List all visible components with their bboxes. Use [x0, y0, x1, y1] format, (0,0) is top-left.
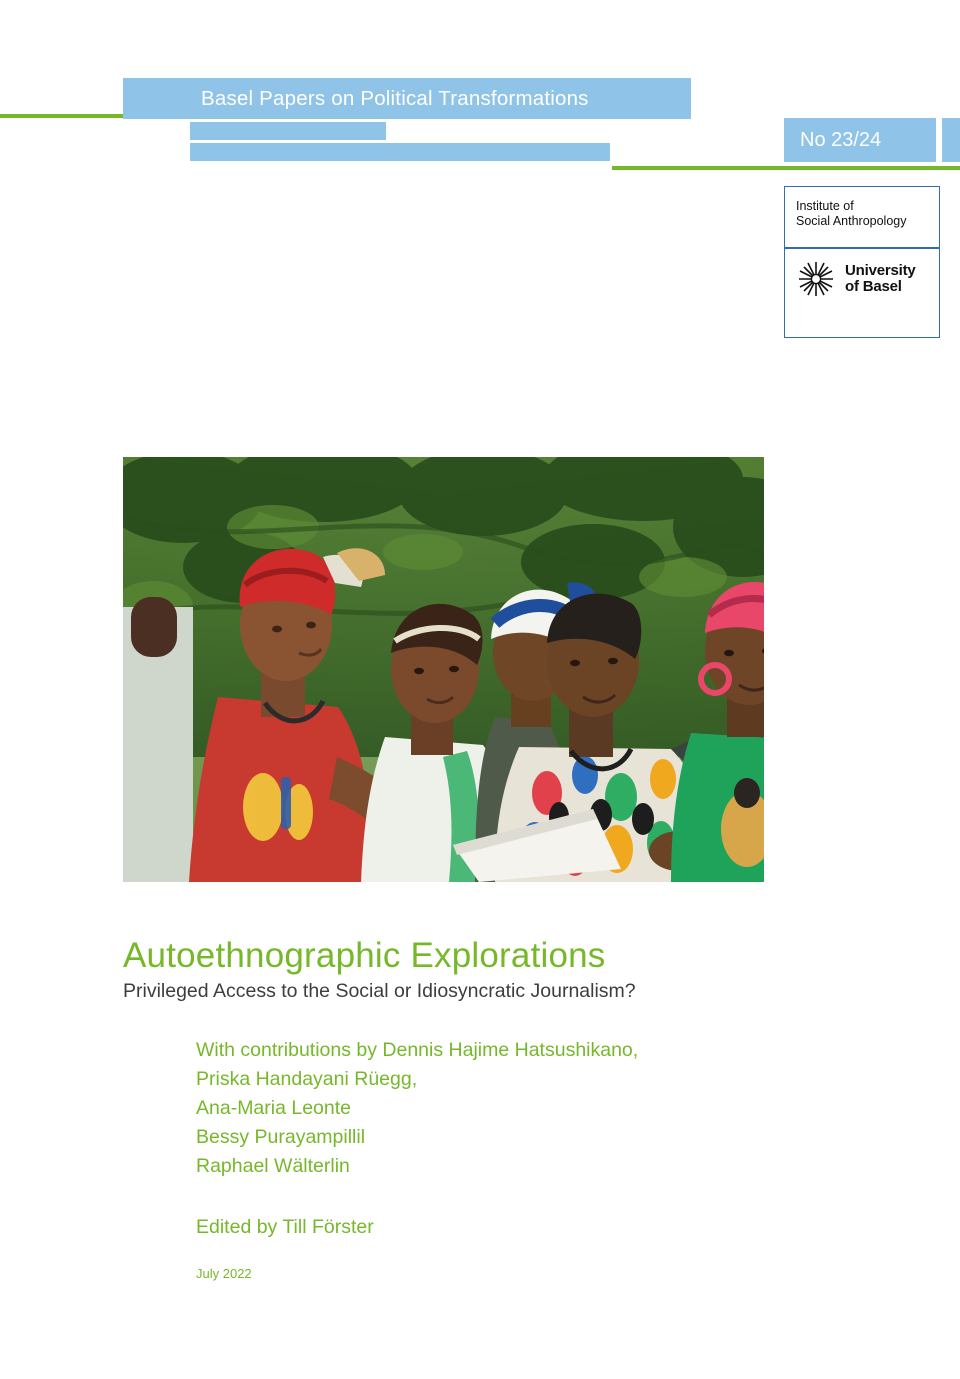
series-title-band	[123, 78, 691, 119]
university-line-2: of Basel	[845, 278, 902, 295]
publication-date: July 2022	[196, 1266, 252, 1281]
header-green-rule-right	[612, 166, 960, 170]
page-subtitle: Privileged Access to the Social or Idiosyncratic Journalism?	[123, 980, 636, 1002]
university-logo-block	[784, 186, 940, 338]
issue-number: No 23/24	[800, 129, 882, 151]
decorative-blue-edge	[942, 118, 960, 162]
series-title: Basel Papers on Political Transformations	[201, 87, 589, 110]
issue-number-band	[784, 118, 936, 162]
page-title: Autoethnographic Explorations	[123, 936, 606, 975]
institute-name	[796, 199, 907, 229]
institute-line-1: Institute of	[796, 199, 854, 213]
cover-photograph	[123, 457, 764, 882]
editor-line: Edited by Till Förster	[196, 1216, 374, 1238]
contributor-line: Priska Handayani Rüegg,	[196, 1068, 418, 1090]
decorative-blue-bar-lower	[190, 143, 610, 161]
cover-header	[0, 0, 960, 175]
contributor-line: With contributions by Dennis Hajime Hatsushikano,	[196, 1039, 639, 1061]
university-name	[845, 263, 916, 295]
contributor-line: Bessy Purayampillil	[196, 1126, 366, 1148]
contributor-line: Raphael Wälterlin	[196, 1155, 350, 1177]
university-lockup	[796, 259, 916, 299]
decorative-white-strip	[386, 122, 610, 140]
contributor-line: Ana-Maria Leonte	[196, 1097, 352, 1119]
institute-line-2: Social Anthropology	[796, 214, 907, 228]
basel-star-icon	[796, 259, 836, 299]
contributors-list	[196, 1036, 638, 1181]
university-line-1: University	[845, 262, 916, 279]
logo-divider	[785, 247, 939, 249]
